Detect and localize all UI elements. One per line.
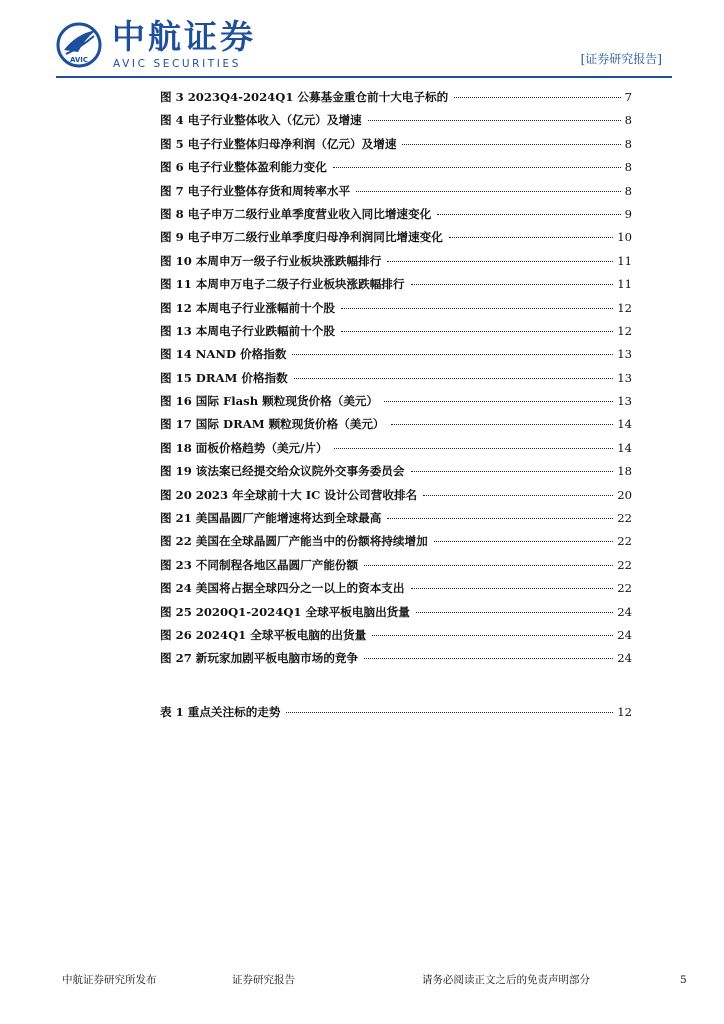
toc-entry[interactable]: [160, 507, 632, 530]
header-divider: [56, 76, 672, 78]
toc-entry-page: 10: [617, 230, 632, 245]
toc-entry-label: 图 7 电子行业整体存货和周转率水平: [160, 183, 351, 198]
toc-entry[interactable]: [160, 601, 632, 624]
toc-entry-page: 22: [617, 557, 632, 572]
toc-dot-leader: [423, 495, 613, 496]
toc-entry-label: 图 14 NAND 价格指数: [160, 347, 287, 362]
brand-name-cn: 中航证券: [112, 17, 256, 56]
toc-dot-leader: [411, 471, 614, 472]
toc-dot-leader: [387, 261, 613, 262]
toc-entry-label: 图 19 该法案已经提交给众议院外交事务委员会: [160, 464, 405, 479]
toc-entry[interactable]: [160, 554, 632, 577]
toc-dot-leader: [437, 214, 620, 215]
table-list: [160, 701, 632, 724]
toc-dot-leader: [294, 378, 614, 379]
toc-entry-label: 图 10 本周申万一级子行业板块涨跌幅排行: [160, 253, 382, 268]
toc-entry[interactable]: [160, 180, 632, 203]
toc-dot-leader: [356, 191, 621, 192]
toc-dot-leader: [341, 331, 613, 332]
logo-text: AVIC: [69, 56, 89, 64]
toc-dot-leader: [334, 448, 614, 449]
toc-entry-page: 11: [617, 277, 632, 292]
toc-dot-leader: [416, 612, 613, 613]
toc-entry-page: 22: [617, 581, 632, 596]
toc-entry[interactable]: [160, 577, 632, 600]
toc-dot-leader: [286, 712, 613, 713]
footer-doc-type: 证券研究报告: [232, 974, 295, 986]
toc-dot-leader: [333, 167, 621, 168]
toc-entry[interactable]: [160, 530, 632, 553]
page-number: 5: [680, 974, 687, 986]
toc-dot-leader: [341, 308, 613, 309]
toc-entry-label: 图 13 本周电子行业跌幅前十个股: [160, 323, 335, 338]
toc-entry-label: 图 12 本周电子行业涨幅前十个股: [160, 300, 335, 315]
toc-entry-page: 18: [617, 464, 632, 479]
toc-dot-leader: [411, 588, 614, 589]
toc-entry-page: 11: [617, 253, 632, 268]
toc-entry[interactable]: [160, 484, 632, 507]
toc-entry-page: 8: [624, 136, 632, 151]
toc-entry-label: 图 4 电子行业整体收入（亿元）及增速: [160, 113, 362, 128]
toc-entry-label: 图 11 本周申万电子二级子行业板块涨跌幅排行: [160, 277, 405, 292]
toc-entry[interactable]: [160, 343, 632, 366]
toc-entry-label: 图 9 电子申万二级行业单季度归母净利润同比增速变化: [160, 230, 443, 245]
toc-entry-page: 24: [617, 651, 632, 666]
toc-entry-label: 图 21 美国晶圆厂产能增速将达到全球最高: [160, 511, 382, 526]
toc-dot-leader: [364, 658, 613, 659]
toc-dot-leader: [454, 97, 620, 98]
toc-dot-leader: [368, 120, 621, 121]
toc-entry[interactable]: [160, 624, 632, 647]
toc-entry-page: 8: [624, 183, 632, 198]
page-footer: [0, 970, 724, 990]
footer-disclaimer: 请务必阅读正文之后的免责声明部分: [422, 974, 590, 986]
toc-entry-label: 图 23 不同制程各地区晶圆厂产能份额: [160, 557, 359, 572]
toc-entry-label: 图 15 DRAM 价格指数: [160, 370, 288, 385]
toc-entry-label: 图 27 新玩家加剧平板电脑市场的竞争: [160, 651, 359, 666]
toc-entry-page: 8: [624, 113, 632, 128]
toc-entry-page: 14: [617, 440, 632, 455]
toc-entry[interactable]: [160, 273, 632, 296]
toc-dot-leader: [411, 284, 614, 285]
toc-entry-page: 24: [617, 604, 632, 619]
toc-entry-page: 7: [624, 90, 632, 104]
toc-entry-page: 14: [617, 417, 632, 432]
figure-list: [160, 86, 632, 671]
toc-entry-label: 图 3 2023Q4-2024Q1 公募基金重仓前十大电子标的: [160, 90, 449, 104]
toc-entry[interactable]: [160, 156, 632, 179]
toc-entry[interactable]: [160, 133, 632, 156]
footer-publisher: 中航证券研究所发布: [62, 974, 157, 986]
toc-entry[interactable]: [160, 109, 632, 132]
toc-entry-label: 表 1 重点关注标的走势: [160, 705, 281, 719]
toc-entry-label: 图 26 2024Q1 全球平板电脑的出货量: [160, 627, 367, 642]
toc-entry[interactable]: [160, 86, 632, 109]
toc-entry-label: 图 5 电子行业整体归母净利润（亿元）及增速: [160, 136, 397, 151]
toc-entry[interactable]: [160, 367, 632, 390]
toc-entry-label: 图 24 美国将占据全球四分之一以上的资本支出: [160, 581, 405, 596]
avic-logo-icon: [56, 22, 102, 68]
toc-entry[interactable]: [160, 320, 632, 343]
toc-entry[interactable]: [160, 203, 632, 226]
toc-dot-leader: [292, 354, 613, 355]
toc-entry-page: 22: [617, 511, 632, 526]
toc-entry[interactable]: [160, 226, 632, 249]
toc-entry[interactable]: [160, 701, 632, 724]
toc-dot-leader: [402, 144, 620, 145]
toc-entry-label: 图 18 面板价格趋势（美元/片）: [160, 440, 328, 455]
toc-entry[interactable]: [160, 390, 632, 413]
toc-entry[interactable]: [160, 460, 632, 483]
toc-entry-page: 13: [617, 394, 632, 409]
report-type-tag: [证券研究报告]: [580, 52, 662, 66]
toc-dot-leader: [391, 424, 614, 425]
toc-dot-leader: [364, 565, 613, 566]
toc-entry-label: 图 6 电子行业整体盈利能力变化: [160, 160, 327, 175]
toc-entry-page: 24: [617, 627, 632, 642]
toc-entry-page: 9: [624, 206, 632, 221]
toc-entry-label: 图 22 美国在全球晶圆厂产能当中的份额将持续增加: [160, 534, 428, 549]
toc-entry[interactable]: [160, 647, 632, 670]
toc-entry-label: 图 25 2020Q1-2024Q1 全球平板电脑出货量: [160, 604, 410, 619]
toc-dot-leader: [372, 635, 613, 636]
toc-entry-page: 12: [617, 705, 632, 719]
toc-dot-leader: [384, 401, 613, 402]
toc-entry-page: 13: [617, 370, 632, 385]
toc-entry[interactable]: [160, 437, 632, 460]
toc-dot-leader: [387, 518, 613, 519]
toc-entry[interactable]: [160, 413, 632, 436]
toc-entry-label: 图 17 国际 DRAM 颗粒现货价格（美元）: [160, 417, 385, 432]
toc-entry-page: 13: [617, 347, 632, 362]
toc-entry[interactable]: [160, 250, 632, 273]
brand-name-en: AVIC SECURITIES: [113, 58, 241, 70]
toc-entry[interactable]: [160, 297, 632, 320]
toc-dot-leader: [434, 541, 614, 542]
toc-entry-label: 图 8 电子申万二级行业单季度营业收入同比增速变化: [160, 206, 432, 221]
toc-entry-label: 图 20 2023 年全球前十大 IC 设计公司营收排名: [160, 487, 418, 502]
page-header: [0, 0, 724, 82]
toc-entry-page: 12: [617, 323, 632, 338]
toc-entry-page: 8: [624, 160, 632, 175]
toc-entry-label: 图 16 国际 Flash 颗粒现货价格（美元）: [160, 394, 379, 409]
toc-dot-leader: [449, 237, 613, 238]
toc-entry-page: 12: [617, 300, 632, 315]
toc-entry-page: 22: [617, 534, 632, 549]
toc-entry-page: 20: [617, 487, 632, 502]
